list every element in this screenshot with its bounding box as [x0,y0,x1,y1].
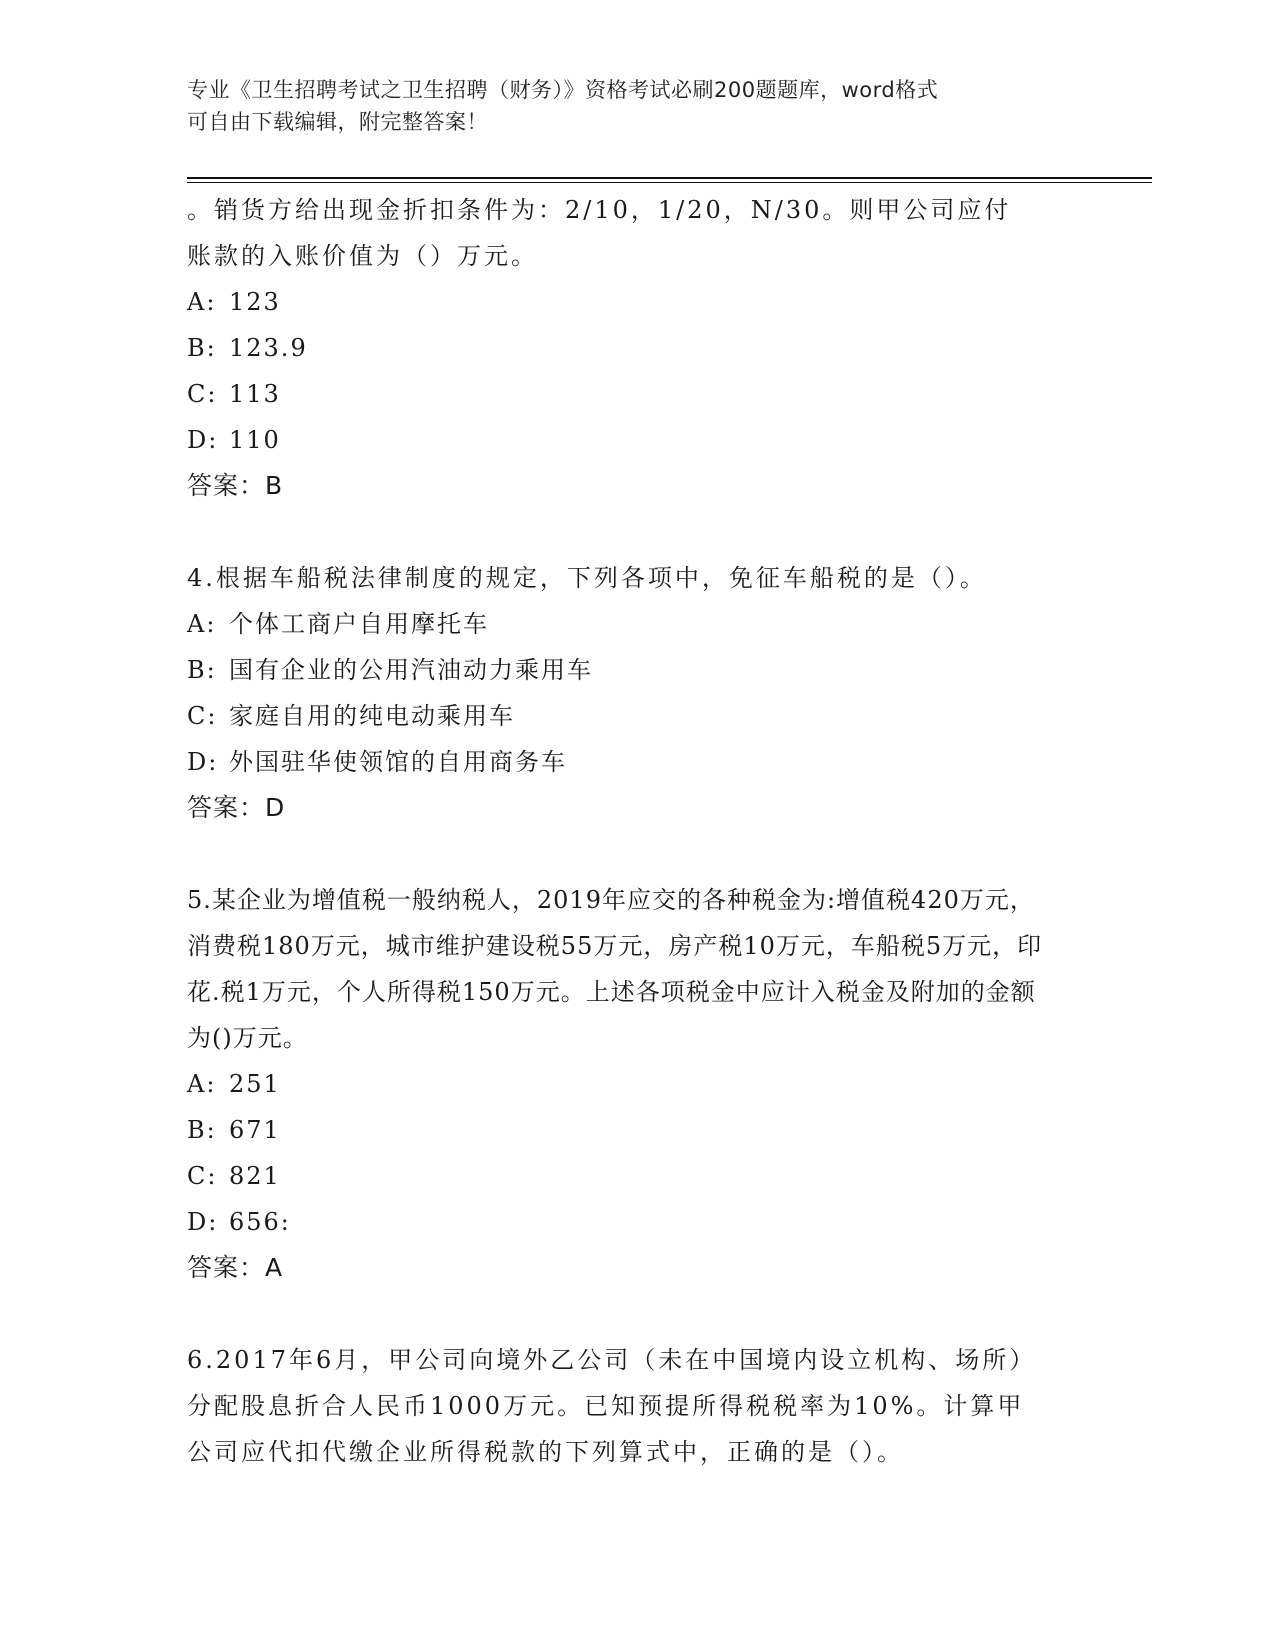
option-key: C: [187,702,218,730]
question-text: 5.某企业为增值税一般纳税人，2019年应交的各种税金为:增值税420万元，消费税180万元，城市维护建设税55万元，房产税10万元，车船税5万元，印花.税1万元，个人所得税150万元。上述各项税金中应计入税金及附加的金额为()万元。 [187,886,1043,1052]
option-value: 个体工商户自用摩托车 [229,610,489,638]
option-key: B: [187,334,217,362]
option-key: A: [187,1070,217,1098]
header-divider-thin [187,182,1152,183]
spacer [187,509,1087,555]
option-a [187,279,1032,325]
option-d [187,417,1032,463]
option-key: A: [187,288,217,316]
option-value: 110 [229,426,281,454]
option-key: D: [187,1208,219,1236]
option-b [187,1107,1047,1153]
option-key: C: [187,1162,218,1190]
question-block [187,555,1067,831]
option-value: 251 [229,1070,281,1098]
header-title-line-2: 可自由下载编辑，附完整答案！ [187,110,488,134]
question-text: 。销货方给出现金折扣条件为：2/10，1/20，N/30。则甲公司应付账款的入账价值为（）万元。 [187,196,1012,270]
spacer [187,831,1087,877]
option-key: A: [187,610,217,638]
option-value: 821 [229,1162,281,1190]
option-value: 外国驻华使领馆的自用商务车 [229,748,567,776]
option-value: 113 [229,380,281,408]
option-value: 国有企业的公用汽油动力乘用车 [229,656,593,684]
spacer [187,1291,1087,1337]
document-header [187,74,1067,138]
option-value: 671 [229,1116,281,1144]
question-list [187,187,1087,1475]
option-b [187,647,1067,693]
option-value: 123 [229,288,281,316]
option-c [187,693,1067,739]
option-value: 家庭自用的纯电动乘用车 [229,702,515,730]
answer-line: 答案：A [187,1253,284,1282]
option-d [187,1199,1047,1245]
question-text: 6.2017年6月，甲公司向境外乙公司（未在中国境内设立机构、场所）分配股息折合人民币1000万元。已知预提所得税税率为10%。计算甲公司应代扣代缴企业所得税款的下列算式中，正确的是（）。 [187,1346,1037,1466]
option-key: B: [187,656,217,684]
question-block [187,187,1032,509]
answer-line: 答案：D [187,793,286,822]
option-c [187,371,1032,417]
question-block [187,1337,1037,1475]
question-text: 4.根据车船税法律制度的规定，下列各项中，免征车船税的是（）。 [187,564,987,592]
question-block [187,877,1047,1291]
option-b [187,325,1032,371]
option-a [187,1061,1047,1107]
option-c [187,1153,1047,1199]
option-key: D: [187,426,219,454]
option-a [187,601,1067,647]
option-value: 656: [229,1208,291,1236]
option-key: D: [187,748,219,776]
header-divider-thick [187,177,1152,179]
option-key: C: [187,380,218,408]
option-value: 123.9 [229,334,308,362]
option-d [187,739,1067,785]
answer-line: 答案：B [187,471,284,500]
option-key: B: [187,1116,217,1144]
header-title-line-1: 专业《卫生招聘考试之卫生招聘（财务）》资格考试必刷200题题库，word格式 [187,78,939,102]
